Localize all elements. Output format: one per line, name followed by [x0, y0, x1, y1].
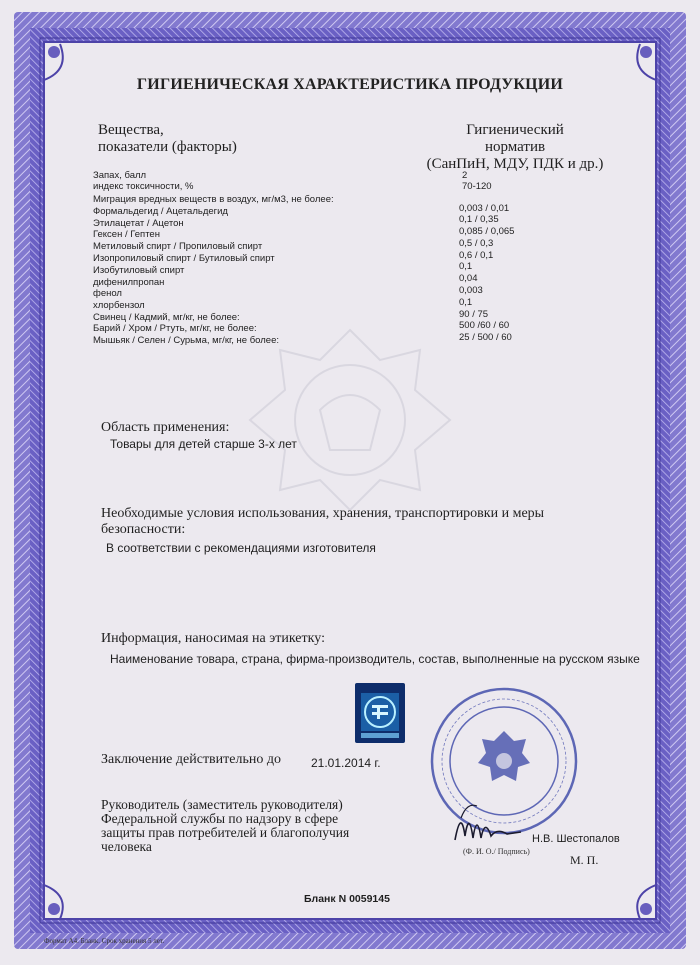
row-value: 25 / 500 / 60	[459, 332, 512, 343]
row-name: Изобутиловый спирт	[93, 265, 185, 276]
signature	[447, 798, 527, 853]
conditions-value: В соответствии с рекомендациями изготовителя	[106, 541, 376, 555]
hologram-icon	[355, 683, 405, 743]
row-name: фенол	[93, 288, 122, 299]
label-info-label: Информация, наносимая на этикетку:	[101, 631, 325, 646]
seal-place-label: М. П.	[570, 853, 599, 867]
row-name: хлорбензол	[93, 300, 145, 311]
row-value: 0,003 / 0,01	[459, 203, 510, 214]
norm-column-header	[420, 122, 610, 173]
substances-column-header	[98, 122, 237, 156]
norm-header-line3: (СанПиН, МДУ, ПДК и др.)	[426, 156, 604, 172]
row-name: Формальдегид / Ацетальдегид	[93, 206, 228, 217]
row-name: Метиловый спирт / Пропиловый спирт	[93, 241, 263, 252]
row-value: 90 / 75	[459, 309, 489, 320]
blank-number: Бланк N 0059145	[304, 893, 390, 905]
norm-header-line2: норматив	[484, 139, 546, 155]
row-name: Барий / Хром / Ртуть, мг/кг, не более:	[93, 323, 257, 334]
scope-label: Область применения:	[101, 420, 230, 435]
row-name: Запах, балл	[93, 170, 147, 181]
row-value: 0,5 / 0,3	[459, 238, 494, 249]
footer-note: Формат А4. Бланк. Срок хранения 5 лет.	[44, 937, 165, 945]
scope-value: Товары для детей старше 3-х лет	[110, 437, 297, 451]
hologram-sticker	[355, 683, 405, 743]
validity-date: 21.01.2014 г.	[311, 756, 381, 770]
row-value: 0,1	[459, 261, 473, 272]
row-value: 0,1	[459, 297, 473, 308]
row-name: Гексен / Гептен	[93, 229, 160, 240]
signer-caption: (Ф. И. О./ Подпись)	[463, 847, 530, 856]
row-name: Изопропиловый спирт / Бутиловый спирт	[93, 253, 275, 264]
row-name: дифенилпропан	[93, 277, 165, 288]
row-name: Свинец / Кадмий, мг/кг, не более:	[93, 312, 240, 323]
document-title: ГИГИЕНИЧЕСКАЯ ХАРАКТЕРИСТИКА ПРОДУКЦИИ	[136, 76, 564, 93]
row-value: 0,04	[459, 273, 478, 284]
row-value: 0,085 / 0,065	[459, 226, 515, 237]
head-title-line1: Руководитель (заместитель руководителя)	[101, 797, 343, 812]
row-value: 0,1 / 0,35	[459, 214, 499, 225]
row-value: 2	[462, 170, 468, 181]
conditions-label-line1: Необходимые условия использования, хранения, транспортировки и меры	[101, 506, 545, 521]
conditions-label	[101, 506, 544, 538]
head-title-line4: человека	[101, 839, 152, 854]
signer-name: Н.В. Шестопалов	[532, 833, 620, 845]
row-name: Этилацетат / Ацетон	[93, 218, 184, 229]
head-title-line2: Федеральной службы по надзору в сфере	[101, 811, 339, 826]
substances-header-line1: Вещества,	[98, 122, 164, 138]
row-name: Миграция вредных веществ в воздух, мг/м3, не более:	[93, 194, 334, 205]
substances-header-line2: показатели (факторы)	[98, 139, 237, 155]
row-name: индекс токсичности, %	[93, 181, 194, 192]
label-info-value: Наименование товара, страна, фирма-производитель, состав, выполненные на русском языке	[110, 652, 640, 666]
row-value: 500 /60 / 60	[459, 320, 510, 331]
head-title	[101, 798, 349, 854]
row-value: 0,003	[459, 285, 483, 296]
head-title-line3: защиты прав потребителей и благополучия	[101, 825, 350, 840]
validity-label: Заключение действительно до	[101, 752, 281, 767]
row-value: 0,6 / 0,1	[459, 250, 494, 261]
row-name: Мышьяк / Селен / Сурьма, мг/кг, не более:	[93, 335, 279, 346]
norm-header-line1: Гигиенический	[466, 122, 564, 138]
row-value: 70-120	[462, 181, 492, 192]
conditions-label-line2: безопасности:	[101, 522, 186, 537]
